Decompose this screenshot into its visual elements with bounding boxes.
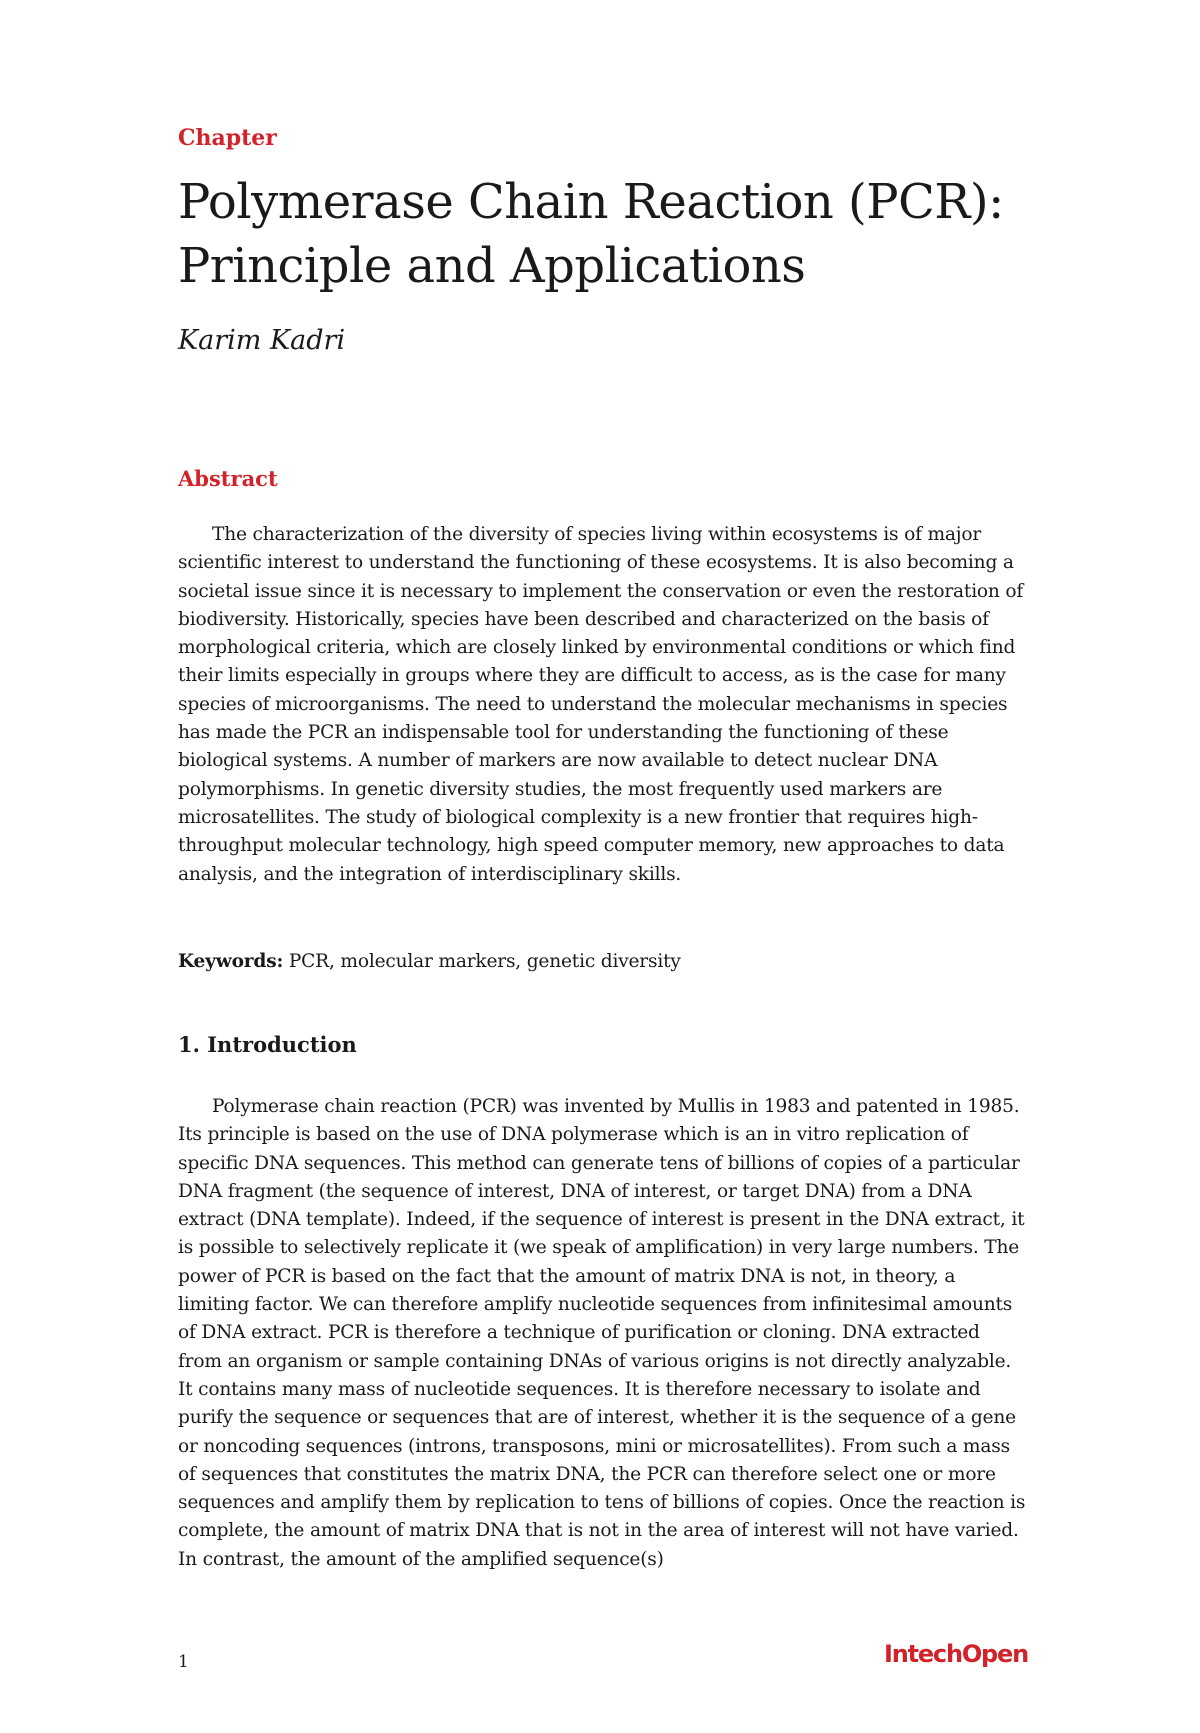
document-page bbox=[178, 0, 1028, 1733]
abstract-heading: Abstract bbox=[178, 466, 278, 491]
author-name: Karim Kadri bbox=[178, 325, 346, 356]
document-title: Polymerase Chain Reaction (PCR): Principle and Applications bbox=[178, 174, 1004, 294]
keywords-label: Keywords: bbox=[178, 951, 284, 972]
chapter-label: Chapter bbox=[178, 125, 277, 151]
page-number: 1 bbox=[178, 1652, 189, 1672]
publisher-logo: IntechOpen bbox=[883, 1640, 1028, 1668]
keywords-list: PCR, molecular markers, genetic diversity bbox=[283, 951, 681, 972]
abstract-body: The characterization of the diversity of species living within ecosystems is of major scientific interest to understand the functioning of these ecosystems. It is also becoming a societal issue since it is necessary to implement the conservation or even the restoration of biodiversity. Historically, species have been described and characterized on the basis of morphological criteria, which are closely linked by environmental conditions or which find their limits especially in groups where they are difficult to access, as is the case for many species of microorganisms. The need to understand the molecular mechanisms in species has made the PCR an indispensable tool for understanding the functioning of these biological systems. A number of markers are now available to detect nuclear DNA polymorphisms. In genetic diversity studies, the most frequently used markers are microsatellites. The study of biological complexity is a new frontier that requires high-throughput molecular technology, high speed computer memory, new approaches to data analysis, and the integration of interdisciplinary skills. bbox=[178, 524, 1024, 885]
introduction-heading: 1. Introduction bbox=[178, 1032, 357, 1057]
introduction-body: Polymerase chain reaction (PCR) was invented by Mullis in 1983 and patented in 1985. Its principle is based on the use of DNA polymerase which is an in vitro replication of specific DNA sequences. This method can generate tens of billions of copies of a particular DNA fragment (the sequence of interest, DNA of interest, or target DNA) from a DNA extract (DNA template). Indeed, if the sequence of interest is present in the DNA extract, it is possible to selectively replicate it (we speak of amplification) in very large numbers. The power of PCR is based on the fact that the amount of matrix DNA is not, in theory, a limiting factor. We can therefore amplify nucleotide sequences from infinitesimal amounts of DNA extract. PCR is therefore a technique of purification or cloning. DNA extracted from an organism or sample containing DNAs of various origins is not directly analyzable. It contains many mass of nucleotide sequences. It is therefore necessary to isolate and purify the sequence or sequences that are of interest, whether it is the sequence of a gene or noncoding sequences (introns, transposons, mini or microsatellites). From such a mass of sequences that constitutes the matrix DNA, the PCR can therefore select one or more sequences and amplify them by replication to tens of billions of copies. Once the reaction is complete, the amount of matrix DNA that is not in the area of interest will not have varied. In contrast, the amount of the amplified sequence(s) bbox=[178, 1096, 1026, 1570]
keywords-line bbox=[178, 948, 1028, 976]
